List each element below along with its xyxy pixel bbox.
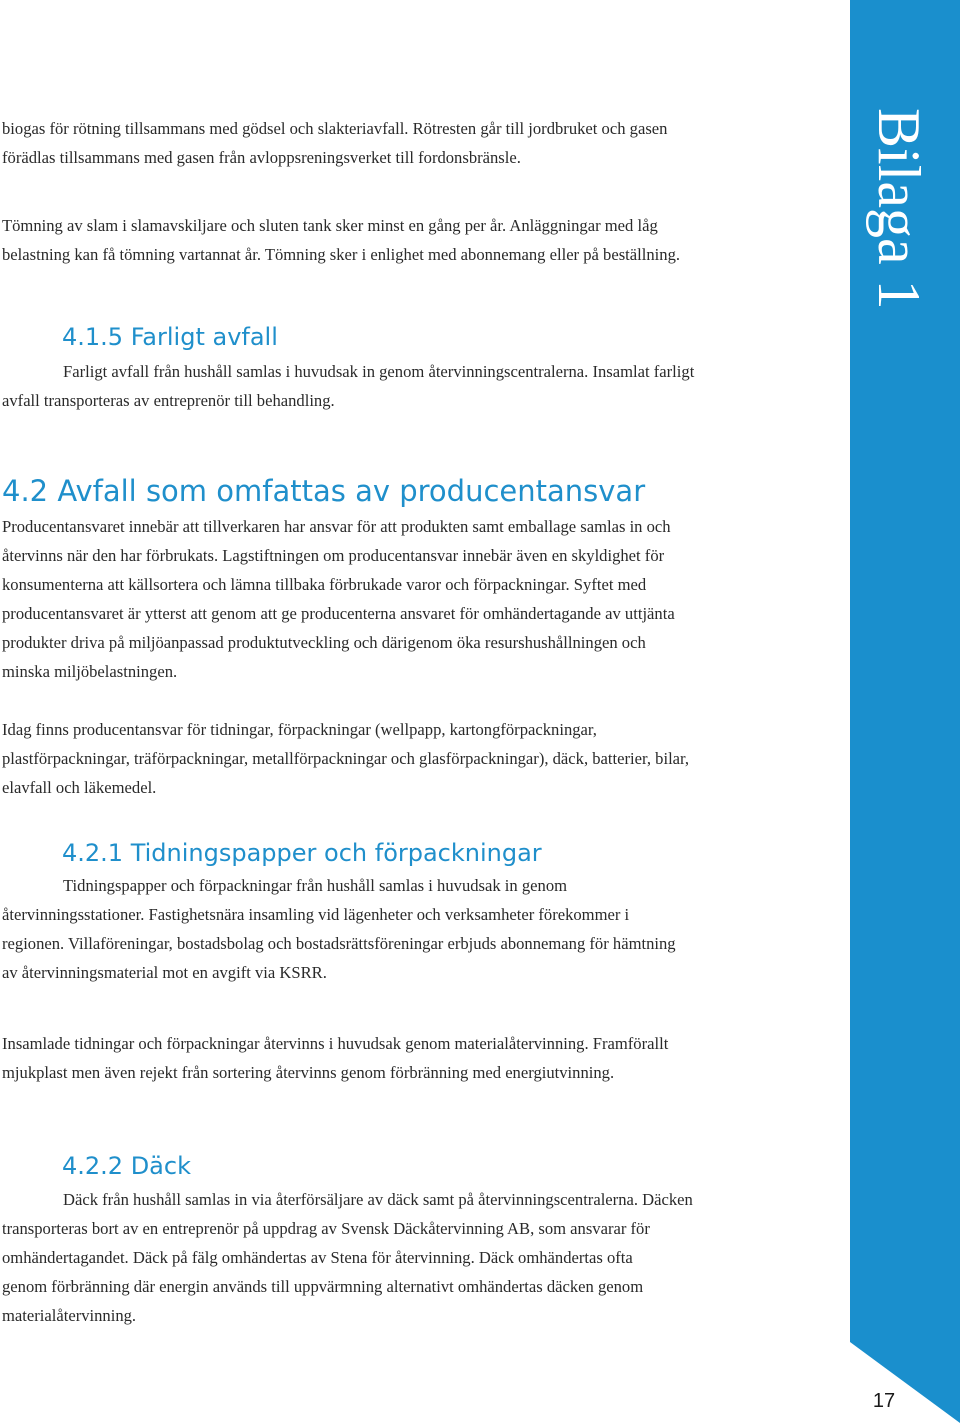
sidebar-label: Bilaga 1 — [866, 108, 932, 310]
text-line: regionen. Villaföreningar, bostadsbolag och bostadsrättsföreningar erbjuds abonnemang för hämtning — [2, 934, 676, 953]
text-line: elavfall och läkemedel. — [2, 778, 157, 797]
text-line: Tidningspapper och förpackningar från hushåll samlas i huvudsak in genom — [63, 876, 568, 895]
text-line: Farligt avfall från hushåll samlas i huvudsak in genom återvinningscentralerna. Insamlat farligt — [63, 362, 695, 381]
intro-paragraph-2 — [2, 211, 824, 269]
text-line: Däck från hushåll samlas in via återförsäljare av däck samt på återvinningscentralerna. Däcken — [63, 1190, 693, 1209]
text-line: av återvinningsmaterial mot en avgift via KSRR. — [2, 963, 327, 982]
heading-tidningspapper: 4.2.1 Tidningspapper och förpackningar — [62, 839, 542, 867]
intro-paragraph-1 — [2, 114, 824, 172]
text-line: Tömning av slam i slamavskiljare och sluten tank sker minst en gång per år. Anläggningar med låg — [2, 216, 658, 235]
text-line: plastförpackningar, träförpackningar, metallförpackningar och glasförpackningar), däck, batterier, bilar, — [2, 749, 690, 768]
text-line: avfall transporteras av entreprenör till behandling. — [2, 391, 335, 410]
heading-farligt-avfall: 4.1.5 Farligt avfall — [62, 323, 278, 351]
paragraph-materialatervinning — [2, 1029, 824, 1087]
sidebar — [850, 0, 960, 1423]
paragraph-tidningspapper — [2, 871, 824, 987]
text-line: producentansvaret är ytterst att genom att ge producenterna ansvaret för omhändertagande av uttjänta — [2, 604, 675, 623]
text-line: förädlas tillsammans med gasen från avloppsreningsverket till fordonsbränsle. — [2, 148, 521, 167]
heading-dack: 4.2.2 Däck — [62, 1152, 191, 1180]
text-line: Insamlade tidningar och förpackningar återvinns i huvudsak genom materialåtervinning. Framförallt — [2, 1034, 669, 1053]
paragraph-producentansvar-scope — [2, 715, 824, 802]
text-line: genom förbränning där energin används till uppvärmning alternativt omhändertas däcken genom — [2, 1277, 644, 1296]
paragraph-farligt-avfall — [2, 357, 824, 415]
text-line: omhändertagandet. Däck på fälg omhändertas av Stena för återvinning. Däck omhändertas ofta — [2, 1248, 633, 1267]
text-line: belastning kan få tömning vartannat år. Tömning sker i enlighet med abonnemang eller på beställning. — [2, 245, 681, 264]
text-line: materialåtervinning. — [2, 1306, 137, 1325]
text-line: mjukplast men även rejekt från sortering återvinns genom förbränning med energiutvinning. — [2, 1063, 615, 1082]
text-line: återvinns när den har förbrukats. Lagstiftningen om producentansvar innebär även en skyldighet för — [2, 546, 665, 565]
text-line: Producentansvaret innebär att tillverkaren har ansvar för att produkten samt emballage samlas in och — [2, 517, 671, 536]
page-number: 17 — [872, 1390, 896, 1412]
heading-producentansvar: 4.2 Avfall som omfattas av producentansvar — [2, 474, 646, 508]
text-line: produkter driva på miljöanpassad produktutveckling och därigenom öka resurshushållningen och — [2, 633, 646, 652]
paragraph-dack — [2, 1185, 824, 1330]
text-line: minska miljöbelastningen. — [2, 662, 178, 681]
text-line: Idag finns producentansvar för tidningar, förpackningar (wellpapp, kartongförpackningar, — [2, 720, 597, 739]
text-line: återvinningsstationer. Fastighetsnära insamling vid lägenheter och verksamheter förekommer i — [2, 905, 630, 924]
text-line: konsumenterna att källsortera och lämna tillbaka förbrukade varor och förpackningar. Syftet med — [2, 575, 647, 594]
paragraph-producentansvar — [2, 512, 824, 686]
text-line: biogas för rötning tillsammans med gödsel och slakteriavfall. Rötresten går till jordbruket och gasen — [2, 119, 668, 138]
text-line: transporteras bort av en entreprenör på uppdrag av Svensk Däckåtervinning AB, som ansvarar för — [2, 1219, 650, 1238]
